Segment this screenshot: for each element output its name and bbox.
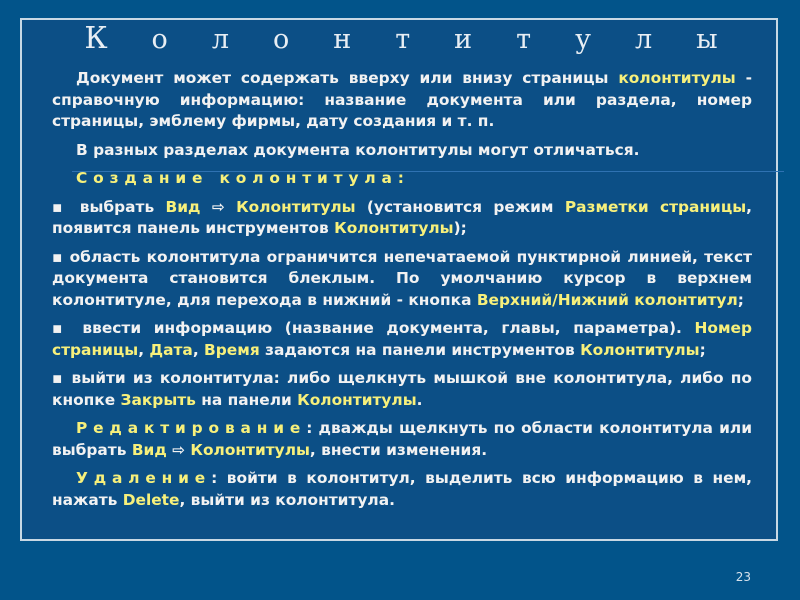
title-letter: т [516, 24, 532, 55]
paragraph-intro: Документ может содержать вверху или внизу страницы колонтитулы - справочную информацию: название документа или раздела, номер страницы, эмблему фирмы, дату создания и т. п. [52, 69, 752, 130]
title-letter: т [395, 24, 411, 55]
page-number: 23 [735, 570, 751, 584]
paragraph-sections: В разных разделах документа колонтитулы могут отличаться. [76, 140, 640, 159]
menu-view: Вид [165, 197, 201, 216]
title-letter: н [333, 24, 352, 55]
arrow-right-icon: ⇨ [172, 440, 186, 459]
menu-headers: Колонтитулы [236, 197, 356, 216]
slide-body [52, 68, 752, 518]
title-letter: о [272, 24, 290, 55]
paragraph-delete: Удаление: войти в колонтитул, выделить всю информацию в нем, нажать Delete, выйти из колонтитула. [52, 469, 752, 509]
list-item: ▪ ввести информацию (название документа, главы, параметра). Номер страницы, Дата, Время задаются на панели инструментов Колонтитулы; [52, 318, 752, 361]
slide-title [22, 22, 780, 57]
title-letter: ы [696, 24, 718, 55]
list-item: ▪ выбрать Вид ⇨ Колонтитулы (установится режим Разметки страницы, появится панель инструментов Колонтитулы); [52, 197, 752, 240]
title-letter: л [635, 24, 653, 55]
slide-frame [20, 18, 778, 541]
list-item: ▪ выйти из колонтитула: либо щелкнуть мышкой вне колонтитула, либо по кнопке Закрыть на панели Колонтитулы. [52, 368, 752, 411]
term-kolontituly: колонтитулы [618, 69, 736, 87]
list-item: ▪ область колонтитула ограничится непечатаемой пунктирной линией, текст документа становится блеклым. По умолчанию курсор в верхнем колонтитуле, для перехода в нижний - кнопка Верхний/Нижний колонтитул; [52, 247, 752, 312]
title-letter: у [575, 24, 591, 55]
paragraph-edit: Редактирование: дважды щелкнуть по области колонтитула или выбрать Вид ⇨ Колонтитулы, внести изменения. [52, 419, 752, 459]
heading-create: Создание колонтитула: [76, 169, 404, 187]
title-letter: и [454, 24, 473, 55]
arrow-right-icon: ⇨ [211, 197, 225, 216]
title-letter: о [151, 24, 168, 55]
title-letter: К [84, 21, 108, 56]
title-letter: л [211, 24, 229, 55]
